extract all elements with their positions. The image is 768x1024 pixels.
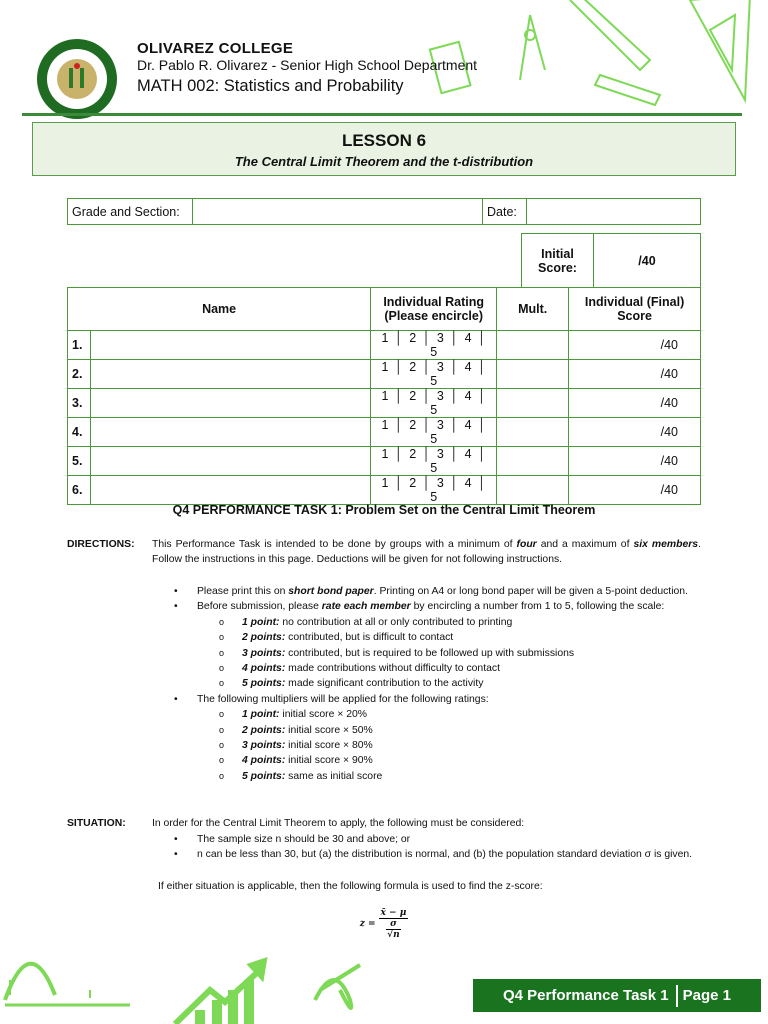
formula-numerator: x̄ − μ	[380, 908, 407, 918]
statistics-decoration-icon	[0, 950, 370, 1024]
list-item: o 5 points: made significant contribution to the activity	[242, 676, 701, 691]
rating-options[interactable]: 1 │ 2 │ 3 │ 4 │ 5	[371, 447, 497, 476]
grade-field[interactable]	[193, 199, 483, 225]
college-logo	[36, 38, 118, 120]
list-item: • n can be less than 30, but (a) the distribution is normal, and (b) the population standard deviation σ is given.	[197, 847, 701, 862]
list-item: o 5 points: same as initial score	[242, 769, 701, 784]
situation-intro: In order for the Central Limit Theorem to apply, the following must be considered:	[152, 818, 525, 829]
course-title: MATH 002: Statistics and Probability	[137, 77, 404, 95]
lesson-number: LESSON 6	[341, 131, 427, 150]
list-item: o 3 points: contributed, but is required to be followed up with submissions	[242, 646, 701, 661]
list-item: o 2 points: initial score × 50%	[242, 723, 701, 738]
footer-separator	[676, 985, 678, 1007]
mult-field[interactable]	[497, 447, 569, 476]
list-item: • Please print this on short bond paper. Printing on A4 or long bond paper will be given a 5-point deduction.	[197, 584, 701, 599]
rating-options[interactable]: 1 │ 2 │ 3 │ 4 │ 5	[371, 389, 497, 418]
table-row	[68, 331, 701, 360]
row-number: 4.	[68, 418, 91, 447]
header-divider	[22, 113, 742, 116]
list-item: o 2 points: contributed, but is difficult to contact	[242, 630, 701, 645]
list-item: • Before submission, please rate each member by encircling a number from 1 to 5, following the scale: o 1 point: no contribution at all or only contributed to printing o 2 points: contributed, but is difficult to contact o 3 points: contributed, but is required to be followed up with submissions o 4 points: made contributions without difficulty to contact o 5 points: made significant contribution to the activity	[197, 599, 701, 691]
row-number: 1.	[68, 331, 91, 360]
header-mult: Mult.	[497, 288, 569, 331]
table-row	[68, 360, 701, 389]
final-score[interactable]: /40	[569, 360, 701, 389]
lesson-title: The Central Limit Theorem and the t-distribution	[234, 154, 534, 169]
date-field[interactable]	[527, 199, 701, 225]
initial-score-value[interactable]: /40	[594, 234, 701, 288]
name-field[interactable]	[91, 331, 371, 360]
footer-task: Q4 Performance Task 1	[502, 987, 669, 1004]
task-title: Q4 PERFORMANCE TASK 1: Problem Set on the Central Limit Theorem	[172, 503, 596, 517]
department-name: Dr. Pablo R. Olivarez - Senior High School Department	[137, 57, 478, 73]
mult-field[interactable]	[497, 360, 569, 389]
list-item: • The following multipliers will be applied for the following ratings: o 1 point: initial score × 20% o 2 points: initial score × 50% o 3 points: initial score × 80% o 4 points: initial score × 90% o 5 points: same as initial score	[197, 692, 701, 784]
situation-label: SITUATION:	[67, 818, 126, 829]
z-score-formula	[0, 908, 768, 940]
formula-sqrt-n: √n	[387, 930, 400, 940]
footer-page: Page 1	[682, 987, 731, 1004]
initial-score-box	[521, 233, 701, 288]
list-item: o 1 point: no contribution at all or only contributed to printing	[242, 615, 701, 630]
math-tools-decoration-icon	[420, 0, 760, 110]
situation-after: If either situation is applicable, then the following formula is used to find the z-score:	[158, 881, 543, 892]
mult-field[interactable]	[497, 389, 569, 418]
final-score[interactable]: /40	[569, 447, 701, 476]
row-number: 5.	[68, 447, 91, 476]
header-final-score: Individual (Final) Score	[569, 288, 701, 331]
rating-options[interactable]: 1 │ 2 │ 3 │ 4 │ 5	[371, 418, 497, 447]
directions-label: DIRECTIONS:	[67, 539, 135, 550]
page-footer	[473, 979, 761, 1012]
situation-list	[197, 832, 701, 863]
table-row	[68, 418, 701, 447]
directions-text: This Performance Task is intended to be done by groups with a minimum of four and a maximum of six members. Follow the instructions in this page. Deductions will be given for not following instructions.	[152, 539, 701, 566]
date-label: Date:	[483, 199, 527, 225]
name-field[interactable]	[91, 360, 371, 389]
lesson-banner	[32, 122, 736, 176]
list-item: o 3 points: initial score × 80%	[242, 738, 701, 753]
final-score[interactable]: /40	[569, 418, 701, 447]
final-score[interactable]: /40	[569, 476, 701, 505]
list-item: o 4 points: initial score × 90%	[242, 753, 701, 768]
header-rating: Individual Rating (Please encircle)	[371, 288, 497, 331]
directions-list	[197, 584, 701, 784]
formula-lhs: z =	[359, 919, 376, 929]
row-number: 3.	[68, 389, 91, 418]
table-row	[68, 476, 701, 505]
name-field[interactable]	[91, 418, 371, 447]
final-score[interactable]: /40	[569, 331, 701, 360]
mult-field[interactable]	[497, 418, 569, 447]
list-item: o 1 point: initial score × 20%	[242, 707, 701, 722]
grade-date-row	[67, 198, 701, 225]
grade-label: Grade and Section:	[68, 199, 193, 225]
mult-field[interactable]	[497, 331, 569, 360]
formula-sigma: σ	[386, 919, 401, 930]
member-score-table	[67, 287, 701, 505]
college-name: OLIVAREZ COLLEGE	[137, 40, 294, 57]
name-field[interactable]	[91, 447, 371, 476]
row-number: 6.	[68, 476, 91, 505]
header-name: Name	[68, 288, 371, 331]
mult-field[interactable]	[497, 476, 569, 505]
rating-options[interactable]: 1 │ 2 │ 3 │ 4 │ 5	[371, 331, 497, 360]
name-field[interactable]	[91, 476, 371, 505]
rating-options[interactable]: 1 │ 2 │ 3 │ 4 │ 5	[371, 476, 497, 505]
initial-score-label: Initial Score:	[522, 234, 594, 288]
table-row	[68, 389, 701, 418]
name-field[interactable]	[91, 389, 371, 418]
final-score[interactable]: /40	[569, 389, 701, 418]
table-row	[68, 447, 701, 476]
rating-options[interactable]: 1 │ 2 │ 3 │ 4 │ 5	[371, 360, 497, 389]
list-item: • The sample size n should be 30 and above; or	[197, 832, 701, 847]
list-item: o 4 points: made contributions without difficulty to contact	[242, 661, 701, 676]
row-number: 2.	[68, 360, 91, 389]
